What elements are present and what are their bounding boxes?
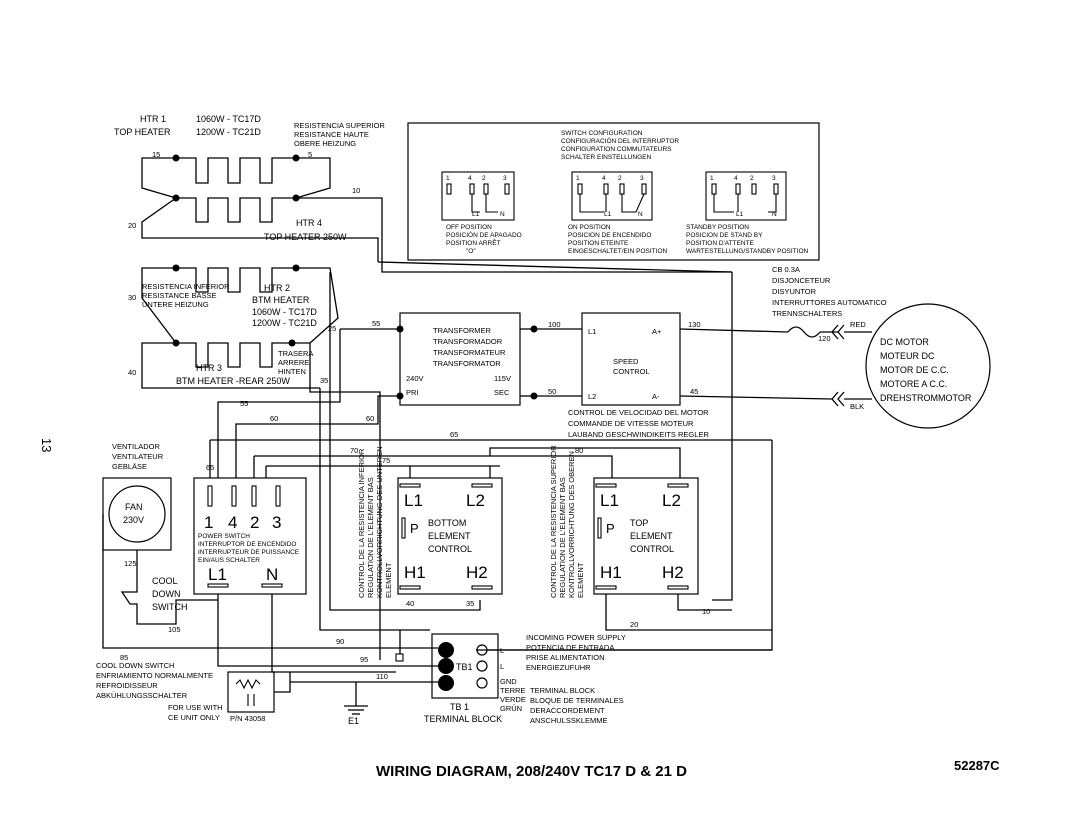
htr2-rating-b: 1200W - TC21D (252, 318, 317, 328)
on-t4: 4 (602, 175, 606, 182)
tb-terre: TERRE (500, 686, 526, 695)
wire-55: 55 (372, 319, 381, 328)
ps-digit-3: 3 (272, 513, 282, 532)
cb-lang-1: CB 0.3A (772, 265, 800, 274)
xfmr-sec-v: 115V (494, 374, 511, 383)
on-t1: 1 (576, 175, 580, 182)
cb-lang-5: TRENNSCHALTERS (772, 309, 843, 318)
cb-lang-3: DISYUNTOR (772, 287, 817, 296)
xfmr-lang-2: TRANSFORMADOR (433, 337, 503, 346)
sc-aminus: A- (652, 392, 660, 401)
motor-lang-4: MOTORE A C.C. (880, 379, 948, 389)
htr3-name: HTR 3 (196, 363, 223, 373)
sb-lang-2: POSICION DE STAND BY (686, 232, 763, 239)
splice (396, 654, 403, 661)
tb1-label: TB1 (456, 662, 473, 672)
htr4-desc: TOP HEATER 250W (264, 232, 347, 242)
wire-90: 90 (336, 637, 345, 646)
sc-caption-2: COMMANDE DE VITESSE MOTEUR (568, 419, 694, 428)
fan-voltage: 230V (123, 515, 145, 525)
cd-ce-2: CE UNIT ONLY (168, 713, 220, 722)
wire-100: 100 (548, 320, 561, 329)
cool-down-switch (96, 559, 396, 723)
bec-side-2: REGULATION DE L'ELEMENT BAS (366, 477, 375, 598)
cd-lang-4: ABKÜHLUNGSSCHALTER (96, 691, 188, 700)
tb-verde: VERDE (500, 695, 526, 704)
sc-caption-1: CONTROL DE VELOCIDAD DEL MOTOR (568, 408, 709, 417)
blk-arrow-2 (838, 392, 844, 406)
speed-control (534, 313, 832, 439)
sb-t4: 4 (734, 175, 738, 182)
tb1-name: TB 1 (450, 702, 470, 712)
filter-resistor (236, 680, 260, 688)
tec-h1: H1 (600, 563, 622, 582)
htr3-lang-1: TRASERA (278, 349, 314, 358)
wire-20: 20 (128, 221, 137, 230)
sc-lang-1: SPEED (613, 357, 639, 366)
cd-lang-2: ENFRIAMIENTO NORMALMENTE (96, 671, 213, 680)
bec-side-4: ELEMENT (384, 562, 393, 598)
htr2-lang-3: UNTERE HEIZUNG (142, 300, 209, 309)
wire-125: 125 (124, 559, 137, 568)
wire-50: 50 (548, 387, 557, 396)
tec-p: P (606, 521, 615, 536)
motor-red: RED (850, 320, 866, 329)
wire-35: 35 (320, 376, 329, 385)
sc-l2: L2 (588, 392, 597, 401)
motor-blk: BLK (850, 402, 865, 411)
wire-45: 45 (690, 387, 699, 396)
htr3-lang-3: HINTEN (278, 367, 306, 376)
xfmr-lang-4: TRANSFORMATOR (433, 359, 501, 368)
htr1-name: HTR 1 (140, 114, 167, 124)
tb-grun: GRÜN (500, 704, 523, 713)
tb-lang-3: DERACCORDEMENT (530, 706, 605, 715)
htr1-rating-b: 1200W - TC21D (196, 127, 261, 137)
tb-lang-4: ANSCHULSSKLEMME (530, 716, 608, 725)
breaker-motor (772, 265, 990, 428)
breaker-symbol (788, 327, 820, 337)
sb-t2: 2 (750, 175, 754, 182)
htr1-desc: TOP HEATER (114, 127, 171, 137)
wire-70: 70 (350, 446, 359, 455)
xfmr-pri-v: 240V (406, 374, 424, 383)
bec-p: P (410, 521, 419, 536)
fan-lang-2: VENTILATEUR (112, 452, 164, 461)
transformer (397, 313, 538, 405)
wire-5: 5 (308, 150, 313, 159)
wire-15-trace (142, 158, 176, 198)
on-lang-2: POSICION DE ENCENDIDO (568, 232, 652, 239)
cb-lang-2: DISJONCETEUR (772, 276, 831, 285)
ps-n: N (266, 565, 279, 584)
ps-lang-3: INTERRUPTEUR DE PUISSANCE (198, 549, 300, 556)
on-t3: 3 (640, 175, 644, 182)
bec-line-2: ELEMENT (428, 531, 471, 541)
htr2-lang-2: RESISTANCE BASSE (142, 291, 217, 300)
filter-box (228, 672, 274, 712)
ps-digit-1: 1 (204, 513, 214, 532)
fan-label: FAN (125, 502, 143, 512)
bec-l2: L2 (466, 491, 485, 510)
wire-110: 110 (376, 672, 388, 681)
wire-10-b: 10 (702, 607, 711, 616)
top-element-control (549, 445, 772, 630)
xfmr-lang-1: TRANSFORMER (433, 326, 491, 335)
sb-lang-1: STANDBY POSITION (686, 224, 749, 231)
bec-h1: H1 (404, 563, 426, 582)
red-arrow-2 (838, 325, 844, 339)
sb-lang-4: WARTESTELLUNG/STANDBY POSITION (686, 248, 809, 255)
wire-40-b: 40 (406, 599, 415, 608)
fan-lang-3: GEBLÄSE (112, 462, 148, 471)
on-lang-1: ON POSITION (568, 224, 611, 231)
ground-e1: E1 (348, 716, 360, 726)
htr2-lang-1: RESISTENCIA INFERIOR (142, 282, 230, 291)
switch-config-heading-4: SCHALTER EINSTELLUNGEN (561, 154, 652, 161)
bec-side-3: KONTROLLVORRICHTUNG DES UNTEREN (375, 446, 384, 598)
bec-side-1: CONTROL DE LA RESISTENCIA INFERIOR (357, 448, 366, 598)
off-lang-2: POSICIÓN DE APAGADO (446, 232, 522, 239)
tb-lang-2: BLOQUE DE TERMINALES (530, 696, 624, 705)
motor-lang-2: MOTEUR DC (880, 351, 935, 361)
switch-config-heading-2: CONFIGURACIÓN DEL INTERRUPTOR (561, 138, 680, 145)
wire-20-b: 20 (630, 620, 639, 629)
tec-line-1: TOP (630, 518, 649, 528)
on-n: N (638, 211, 643, 218)
sb-t1: 1 (710, 175, 714, 182)
htr4-element (176, 198, 296, 222)
motor-lang-5: DREHSTROMMOTOR (880, 393, 972, 403)
tb-l-2: L (500, 662, 505, 671)
wire-15: 15 (152, 150, 161, 159)
off-t1: 1 (446, 175, 450, 182)
tec-side-1: CONTROL DE LA RESISTENCIA SUPERIOR (549, 445, 558, 598)
htr3-desc: BTM HEATER -REAR 250W (176, 376, 290, 386)
ps-lang-2: INTERRUPTOR DE ENCENDIDO (198, 541, 297, 548)
htr3-lang-2: ARRERE (278, 358, 310, 367)
on-l1: L1 (604, 211, 612, 218)
cd-ce-1: FOR USE WITH (168, 703, 223, 712)
wire-65: 65 (450, 430, 459, 439)
motor-lang-3: MOTOR DE C.C. (880, 365, 949, 375)
wire-40: 40 (128, 368, 137, 377)
sb-n: N (772, 211, 777, 218)
wire-55-b: 55 (240, 399, 249, 408)
off-l1: L1 (472, 211, 480, 218)
htr2-desc: BTM HEATER (252, 295, 310, 305)
wire-65-b: 65 (206, 463, 215, 472)
on-lang-3: POSITION ETEINTE (568, 240, 629, 247)
tb-gnd: GND (500, 677, 517, 686)
xfmr-pri: PRI (406, 388, 419, 397)
off-lang-3: POSITION ARRÊT (446, 240, 501, 247)
off-lang-1: OFF POSITION (446, 224, 492, 231)
tb-incoming-1: INCOMING POWER SUPPLY (526, 633, 626, 642)
tec-side-4: ELEMENT (576, 562, 585, 598)
cd-part-number: P/N 43058 (230, 714, 266, 723)
blk-arrow-1 (832, 392, 838, 406)
sc-aplus: A+ (652, 327, 662, 336)
tb1-caption: TERMINAL BLOCK (424, 714, 503, 724)
fan-lang-1: VENTILADOR (112, 442, 160, 451)
terminal-block (218, 630, 772, 726)
htr1-lang-1: RESISTENCIA SUPERIOR (294, 121, 385, 130)
off-n: N (500, 211, 505, 218)
sc-l1: L1 (588, 327, 597, 336)
on-t2: 2 (618, 175, 622, 182)
wire-120: 120 (818, 334, 831, 343)
switch-config-heading-3: CONFIGURATION COMMUTATEURS (561, 146, 672, 153)
sb-lang-3: POSITION D'ATTENTE (686, 240, 754, 247)
bec-h2: H2 (466, 563, 488, 582)
sc-caption-3: LAUBAND GESCHWINDIKEITS REGLER (568, 430, 709, 439)
wire-130: 130 (688, 320, 701, 329)
cd-lang-1: COOL DOWN SWITCH (96, 661, 175, 670)
diagram-title: WIRING DIAGRAM, 208/240V TC17 D & 21 D (376, 763, 687, 780)
bottom-element-control (357, 446, 502, 608)
bec-line-3: CONTROL (428, 544, 473, 554)
tb-incoming-3: PRISE ALIMENTATION (526, 653, 605, 662)
cd-label-2: DOWN (152, 589, 181, 599)
switch-standby-position (686, 172, 809, 255)
htr2-name: HTR 2 (264, 283, 291, 293)
switch-on-position (568, 172, 668, 255)
page-number: 13 (39, 438, 54, 453)
ps-digit-4: 4 (228, 513, 238, 532)
tb-lang-1: TERMINAL BLOCK (530, 686, 596, 695)
switch-configuration-panel (408, 123, 819, 260)
wire-10: 10 (352, 186, 361, 195)
off-t4: 4 (468, 175, 472, 182)
tec-line-3: CONTROL (630, 544, 675, 554)
cb-lang-4: INTERRUTTORES AUTOMATICO (772, 298, 887, 307)
bec-l1: L1 (404, 491, 423, 510)
part-number: 52287C (954, 758, 1000, 773)
tb-incoming-4: ENERGIEZUFUHR (526, 663, 591, 672)
ps-lang-1: POWER SWITCH (198, 533, 250, 540)
xfmr-sec: SEC (494, 388, 510, 397)
sc-lang-2: CONTROL (613, 367, 650, 376)
tec-h2: H2 (662, 563, 684, 582)
tec-l1: L1 (600, 491, 619, 510)
wire-105: 105 (168, 625, 181, 634)
tb-l-1: L (500, 646, 505, 655)
wire-5-trace (296, 158, 330, 198)
ps-digit-2: 2 (250, 513, 260, 532)
on-lang-4: EINGESCHALTET/EIN POSITION (568, 248, 668, 255)
wire-80: 80 (575, 446, 584, 455)
htr4-name: HTR 4 (296, 218, 323, 228)
sb-t3: 3 (772, 175, 776, 182)
wire-60: 60 (270, 414, 279, 423)
fan-box (103, 478, 171, 550)
off-t3: 3 (503, 175, 507, 182)
htr2-rating-a: 1060W - TC17D (252, 307, 317, 317)
wire-60-b: 60 (366, 414, 375, 423)
htr3-element (176, 343, 292, 367)
cd-label-3: SWITCH (152, 602, 188, 612)
xfmr-lang-3: TRANSFORMATEUR (433, 348, 506, 357)
tec-line-2: ELEMENT (630, 531, 673, 541)
cd-lang-3: REFROIDISSEUR (96, 681, 158, 690)
tec-l2: L2 (662, 491, 681, 510)
tb-incoming-2: POTENCIA DE ENTRADA (526, 643, 615, 652)
ps-l1: L1 (208, 565, 227, 584)
wire-75: 75 (382, 456, 391, 465)
wire-95: 95 (360, 655, 369, 664)
wire-35-b: 35 (466, 599, 475, 608)
htr1-lang-3: OBERE HEIZUNG (294, 139, 357, 148)
bec-line-1: BOTTOM (428, 518, 467, 528)
htr1-rating-a: 1060W - TC17D (196, 114, 261, 124)
sb-l1: L1 (736, 211, 744, 218)
htr1-lang-2: RESISTANCE HAUTE (294, 130, 369, 139)
switch-off-position (442, 172, 522, 255)
wire-30: 30 (128, 293, 137, 302)
fan-symbol (109, 486, 165, 542)
motor-lang-1: DC MOTOR (880, 337, 929, 347)
switch-config-heading-1: SWITCH CONFIGURATION (561, 130, 643, 137)
wire-85: 85 (120, 653, 129, 662)
htr1-element (176, 158, 296, 183)
tec-side-3: KONTROLLVORRICHTUNG DES OBEREN (567, 451, 576, 598)
off-t2: 2 (482, 175, 486, 182)
ps-lang-4: EIN/AUS SCHALTER (198, 557, 261, 564)
off-lang-4: "O" (466, 248, 476, 255)
wire-25: 25 (328, 324, 337, 333)
cd-label-1: COOL (152, 576, 178, 586)
tec-side-2: REGULATION DE L'ELEMENT BAS (558, 477, 567, 598)
